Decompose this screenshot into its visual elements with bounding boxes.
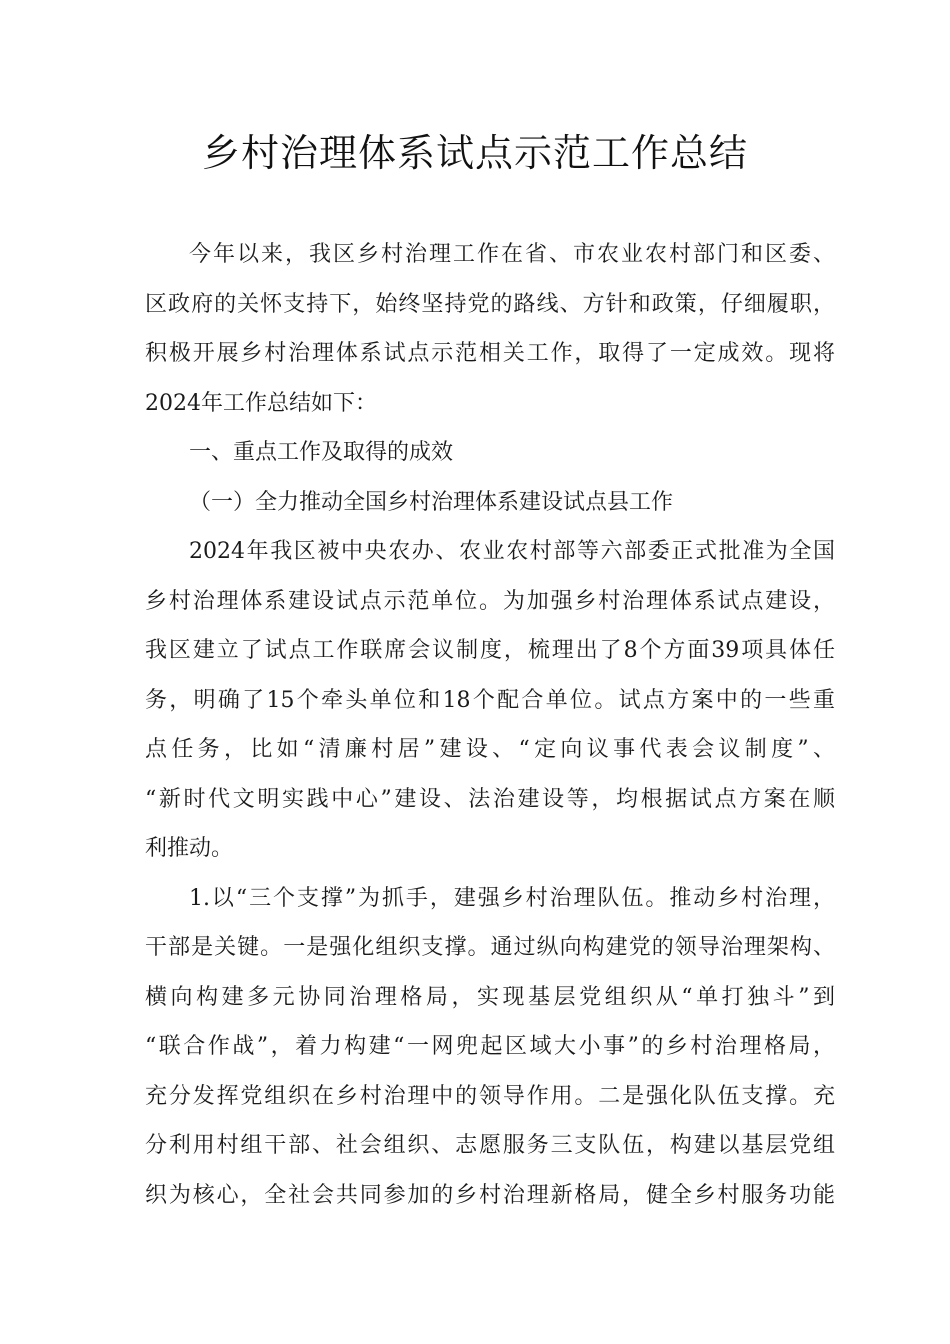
paragraph-line: 充分发挥党组织在乡村治理中的领导作用。二是强化队伍支撑。充 [145,1083,835,1109]
paragraph-line: “新时代文明实践中心”建设、法治建设等，均根据试点方案在顺 [145,786,835,812]
paragraph-line: 积极开展乡村治理体系试点示范相关工作，取得了一定成效。现将 [145,341,835,366]
paragraph-line: 1.以“三个支撑”为抓手，建强乡村治理队伍。推动乡村治理， [189,885,835,911]
paragraph-line: 点任务，比如“清廉村居”建设、“定向议事代表会议制度”、 [145,737,835,762]
paragraph-line: “联合作战”，着力构建“一网兜起区域大小事”的乡村治理格局， [145,1034,835,1059]
document-title: 乡村治理体系试点示范工作总结 [201,131,748,175]
paragraph-line: 干部是关键。一是强化组织支撑。通过纵向构建党的领导治理架构、 [145,935,835,960]
paragraph-line: 今年以来，我区乡村治理工作在省、市农业农村部门和区委、 [189,242,835,267]
paragraph-line: 区政府的关怀支持下，始终坚持党的路线、方针和政策，仔细履职， [145,291,835,317]
paragraph-line: 利推动。 [145,836,234,861]
paragraph-line: 横向构建多元协同治理格局，实现基层党组织从“单打独斗”到 [145,984,835,1010]
paragraph-line: 2024年工作总结如下： [145,390,377,416]
paragraph-line: 务，明确了15个牵头单位和18个配合单位。试点方案中的一些重 [145,687,835,713]
paragraph-line: 织为核心，全社会共同参加的乡村治理新格局，健全乡村服务功能 [145,1182,835,1208]
subsection-heading: （一）全力推动全国乡村治理体系建设试点县工作 [189,489,674,515]
paragraph-line: 我区建立了试点工作联席会议制度，梳理出了8个方面39项具体任 [145,638,835,663]
paragraph-line: 2024年我区被中央农办、农业农村部等六部委正式批准为全国 [189,539,835,564]
document-body [145,230,835,1220]
section-heading: 一、重点工作及取得的成效 [189,440,454,465]
paragraph-line: 乡村治理体系建设试点示范单位。为加强乡村治理体系试点建设， [145,588,835,614]
paragraph-line: 分利用村组干部、社会组织、志愿服务三支队伍，构建以基层党组 [145,1133,835,1158]
